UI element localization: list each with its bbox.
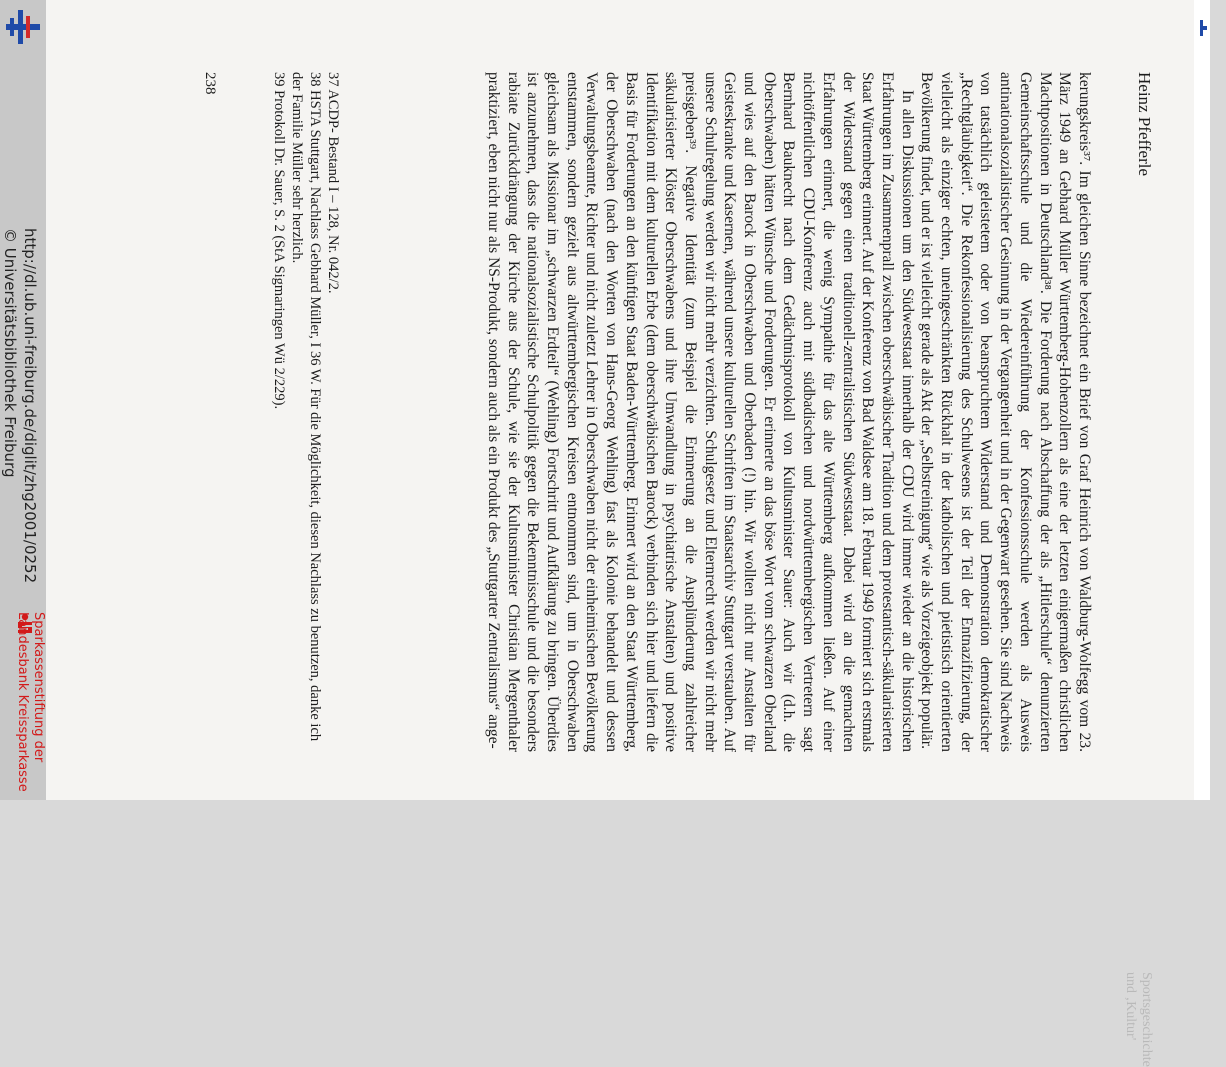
page-header-author: Heinz Pfefferle	[1135, 72, 1154, 176]
sponsor-line-1: Sparkassenstiftung der	[31, 612, 46, 763]
footnotes	[270, 72, 342, 752]
page-edge	[1194, 0, 1210, 800]
body-text	[483, 72, 1094, 752]
page-number: 238	[202, 72, 218, 95]
source-url[interactable]: http://dl.ub.uni-freiburg.de/diglit/zhg2001/0252	[21, 228, 39, 584]
bleed-through-running-head: Sportsgeschichte und ‚Kultur'	[1123, 972, 1154, 1067]
sponsor-credit	[14, 612, 46, 802]
viewer-sidebar	[0, 0, 46, 800]
footnote-38: 38 HSTA Stuttgart, Nachlass Gebhard Müller, I 36 W. Für die Möglichkeit, diesen Nachlass zu benutzen, danke ich der Familie Müller sehr herzlich.	[289, 72, 323, 742]
sponsor-line-2: Landesbank Kreissparkasse	[15, 612, 30, 792]
copyright-line: © Universitätsbibliothek Freiburg	[1, 228, 19, 478]
library-logo-icon	[4, 8, 42, 46]
rotated-page-content	[124, 72, 1154, 1067]
scanned-page	[46, 0, 1210, 1067]
paragraph-1: kerungskreis³⁷. Im gleichen Sinne bezeichnet ein Brief von Graf Heinrich von Waldburg-Wolfegg vom 23. März 1949 an Gebhard Müller Württemberg-Hohenzollern als eine der letzten einigermaßen christlichen Machtpositionen in Deutschland³⁸. Die Forderung nach Abschaffung der als „Hitlerschule“ denunzierten Gemeinschaftsschule und die Wiedereinführung der Konfessionsschule werden als Ausweis antinationalsozialistischer Gesinnung in der Vergangenheit und in der Gegenwart gesehen. Sie sind Nachweis von tatsächlich geleistetem oder von beanspruchtem Widerstand und Demonstration demokratischer „Rechtgläubigkeit“. Die Rekonfessionalisierung des Schulwesens ist der Teil der Entnazifizierung, der vielleicht als einziger echten, uneingeschränkten Rückhalt in der katholischen und pietistisch orientierten Bevölkerung findet, und er ist vielleicht gerade als Akt der „Selbstreinigung“ wie als Vorzeigeobjekt populär.	[918, 72, 1093, 752]
footnote-37: 37 ACDP- Bestand I – 128, Nr. 042/2.	[325, 72, 341, 294]
footnote-39: 39 Protokoll Dr. Sauer, S. 2 (StA Sigmaringen Wü 2/229).	[271, 72, 287, 410]
paragraph-2: In allen Diskussionen um den Südweststaat innerhalb der CDU wird immer wieder an die historischen Erfahrungen im Zusammenprall zwischen oberschwäbischer Tradition und dem protestantisch-säkularisierten Staat Württemberg erinnert. Auf der Konferenz von Bad Waldsee am 18. Februar 1949 formiert sich erstmals der Widerstand gegen einen traditionell-zentralistischen Südweststaat. Dabei wird an die gemachten Erfahrungen erinnert, die wenig Sympathie für das alte Württemberg aufkommen ließen. Auf einer nichtöffentlichen CDU-Konferenz auch mit südbadischen und nordwürttembergischen Vertretern sagt Bernhard Bauknecht nach dem Gedächtnisprotokoll von Kultusminister Sauer: Auch wir (d.h. die Oberschwaben) hätten Wünsche und Forderungen. Er erinnerte an das böse Wort vom schwarzen Oberland und wies auf den Barock in Oberschwaben und Oberbaden (!) hin. Wir wollten nicht nur Anstalten für Geisteskranke und Kasernen, während unsere kulturellen Schriften im Staatsarchiv Stuttgart verstauben. Auf unsere Schulregelung werden wir nicht mehr verzichten. Schulgesetz und Elternrecht werden wir nicht mehr preisgeben³⁹. Negative Identität (zum Beispiel die Erinnerung an die Ausplünderung zahlreicher säkularisierter Klöster Oberschwabens und ihre Umwandlung in psychiatrische Anstalten) und positive Identifikation mit dem kulturellen Erbe (dem oberschwäbischen Barock) verbinden sich hier und liefern die Basis für Forderungen an den künftigen Staat Baden-Württemberg. Erinnert wird an den Staat Württemberg, der Oberschwaben (nach den Worten von Hans-Georg Wehling) fast als Kolonie behandelt und dessen Verwaltungsbeamte, Richter und nicht zuletzt Lehrer in Oberschwaben nicht der einheimischen Bevölkerung entstammen, sondern gezielt aus altwürttembergischen Kreisen entnommen sind, um in Oberschwaben gleichsam als Missionar im „schwarzen Erdteil“ (Wehling) Fortschritt und Aufklärung zu bringen. Überdies ist anzunehmen, dass die nationalsozialistische Schulpolitik gegen die Bekenntnisschule und die besonders rabiate Zurückdrängung der Kirche aus der Schule, wie sie der Kultusminister Christian Mergenthaler praktiziert, eben nicht nur als NS-Produkt, sondern auch als ein Produkt des „Stuttgarter Zentralismus“ ange-	[484, 72, 916, 752]
edge-marker-icon	[1198, 20, 1208, 36]
